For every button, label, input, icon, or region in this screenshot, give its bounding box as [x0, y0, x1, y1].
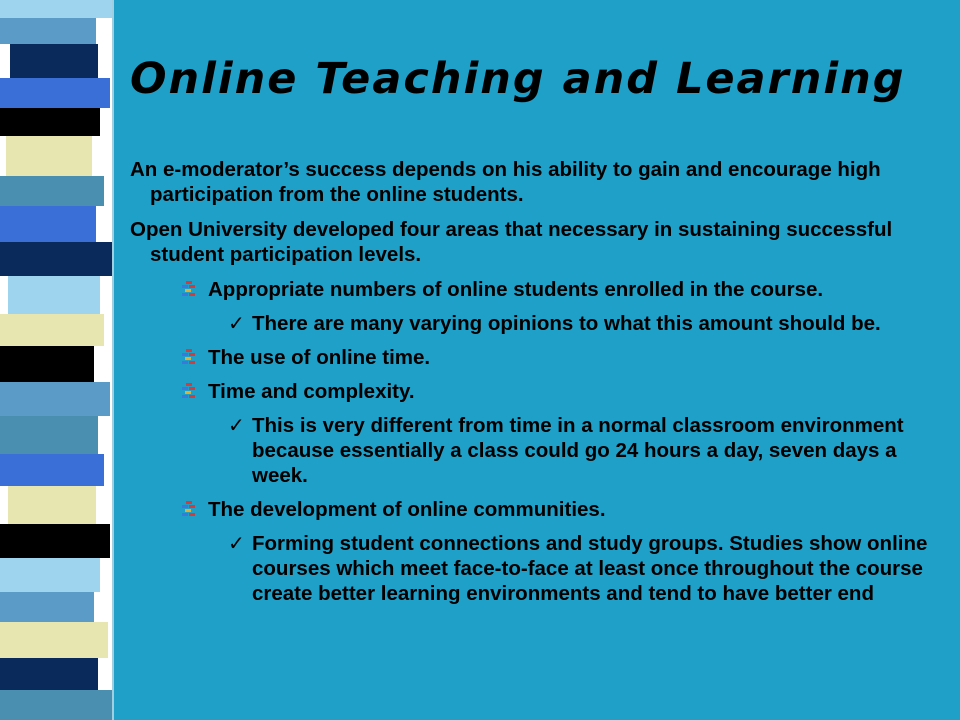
decorative-stripe	[0, 690, 112, 720]
decorative-stripe	[0, 524, 110, 558]
slide-body	[130, 157, 942, 615]
area-item-text: Appropriate numbers of online students enrolled in the course.	[208, 278, 824, 301]
checkmark-icon: ✓	[228, 311, 245, 335]
decorative-stripe	[0, 454, 104, 486]
decorative-stripe	[0, 314, 104, 346]
area-item-4	[208, 497, 942, 522]
area-item-1	[208, 277, 942, 302]
area-note-text: Forming student connections and study groups. Studies show online courses which meet face-to-face at least once throughout the course create better learning environments and tend to have better end	[252, 532, 928, 605]
decorative-stripe	[0, 242, 112, 276]
decorative-stripe	[0, 206, 96, 242]
area-item-3	[208, 379, 942, 404]
decorative-stripe	[0, 78, 110, 108]
decorative-stripe-bar	[0, 0, 112, 720]
decorative-stripe	[0, 176, 104, 206]
colored-brick-bullet-icon	[182, 349, 196, 364]
decorative-stripe	[0, 108, 100, 136]
slide-title: Online Teaching and Learning	[130, 54, 906, 104]
area-note-3	[228, 413, 942, 488]
area-note-1	[228, 311, 942, 336]
decorative-stripe	[0, 18, 96, 44]
area-item-2	[208, 345, 942, 370]
stripe-bar-edge	[112, 0, 114, 720]
area-item-text: The use of online time.	[208, 346, 431, 369]
decorative-stripe	[0, 382, 110, 416]
decorative-stripe	[0, 346, 94, 382]
decorative-stripe	[0, 558, 100, 592]
decorative-stripe	[6, 136, 92, 176]
colored-brick-bullet-icon	[182, 501, 196, 516]
body-paragraph-1: An e-moderator’s success depends on his ability to gain and encourage high participation from the online students.	[130, 158, 881, 206]
decorative-stripe	[0, 592, 94, 622]
area-note-text: There are many varying opinions to what this amount should be.	[252, 312, 881, 335]
decorative-stripe	[8, 276, 100, 314]
decorative-stripe	[0, 622, 108, 658]
checkmark-icon: ✓	[228, 531, 245, 555]
colored-brick-bullet-icon	[182, 281, 196, 296]
decorative-stripe	[0, 416, 98, 454]
area-item-text: The development of online communities.	[208, 498, 606, 521]
decorative-stripe	[8, 486, 96, 524]
checkmark-icon: ✓	[228, 413, 245, 437]
colored-brick-bullet-icon	[182, 383, 196, 398]
area-note-4	[228, 531, 942, 606]
area-note-text: This is very different from time in a normal classroom environment because essentially a class could go 24 hours a day, seven days a week.	[252, 414, 904, 487]
body-paragraph-2: Open University developed four areas that necessary in sustaining successful student participation levels.	[130, 218, 893, 266]
decorative-stripe	[0, 658, 98, 690]
decorative-stripe	[0, 0, 112, 18]
area-item-text: Time and complexity.	[208, 380, 415, 403]
decorative-stripe	[10, 44, 98, 78]
